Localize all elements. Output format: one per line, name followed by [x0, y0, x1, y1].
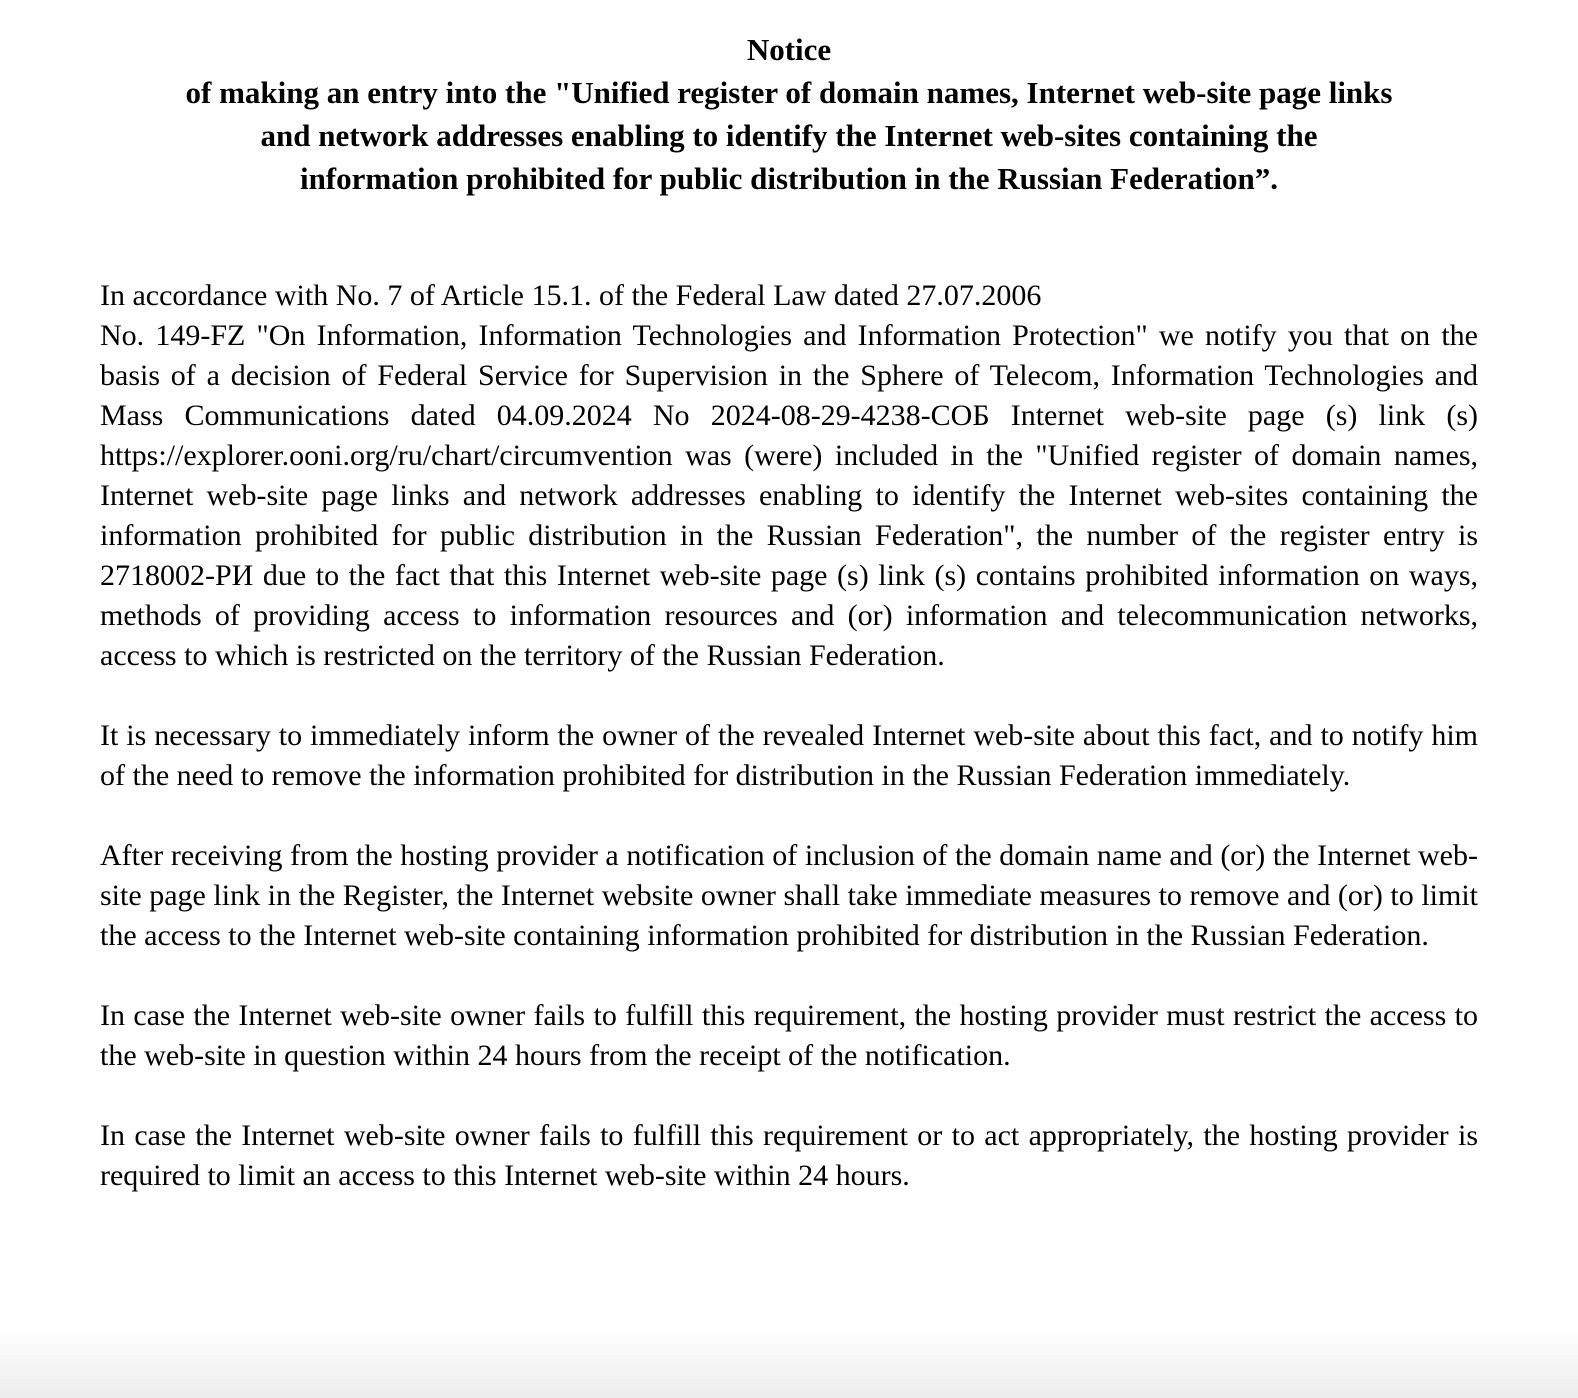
paragraph-legal-basis — [100, 276, 1478, 676]
paragraph-legal-basis-first-line: In accordance with No. 7 of Article 15.1. of the Federal Law dated 27.07.2006 — [100, 279, 1042, 312]
heading-line-2: of making an entry into the "Unified register of domain names, Internet web-site page links — [185, 75, 1393, 110]
heading-line-3: and network addresses enabling to identify the Internet web-sites containing the — [260, 118, 1318, 153]
paragraph-inform-owner: It is necessary to immediately inform the owner of the revealed Internet web-site about this fact, and to notify him of the need to remove the information prohibited for distribution in the Russian Federation immediately. — [100, 719, 1478, 792]
document-heading — [100, 28, 1478, 200]
heading-line-4: information prohibited for public distribution in the Russian Federation”. — [299, 161, 1279, 196]
paragraph-hosting-provider-notification: After receiving from the hosting provider a notification of inclusion of the domain name and (or) the Internet web-site page link in the Register, the Internet website owner shall take immediate measures to remove and (or) to limit the access to the Internet web-site containing information prohibited for distribution in the Russian Federation. — [100, 839, 1478, 952]
heading-title-line: Notice — [746, 32, 832, 67]
paragraph-legal-basis-body: No. 149-FZ "On Information, Information Technologies and Information Protection" we notify you that on the basis of a decision of Federal Service for Supervision in the Sphere of Telecom, Information Technologies and Mass Communications dated 04.09.2024 No 2024-08-29-4238-СОБ Internet web-site page (s) link (s) https://explorer.ooni.org/ru/chart/circumvention was (were) included in the "Unified register of domain names, Internet web-site page links and network addresses enabling to identify the Internet web-sites containing the information prohibited for public distribution in the Russian Federation", the number of the register entry is 2718002-РИ due to the fact that this Internet web-site page (s) link (s) contains prohibited information on ways, methods of providing access to information resources and (or) information and telecommunication networks, access to which is restricted on the territory of the Russian Federation. — [100, 319, 1478, 672]
paragraph-restrict-24-hours: In case the Internet web-site owner fails to fulfill this requirement, the hosting provider must restrict the access to the web-site in question within 24 hours from the receipt of the notification. — [100, 999, 1478, 1072]
paragraph-limit-access-24-hours: In case the Internet web-site owner fails to fulfill this requirement or to act appropriately, the hosting provider is required to limit an access to this Internet web-site within 24 hours. — [100, 1119, 1478, 1192]
